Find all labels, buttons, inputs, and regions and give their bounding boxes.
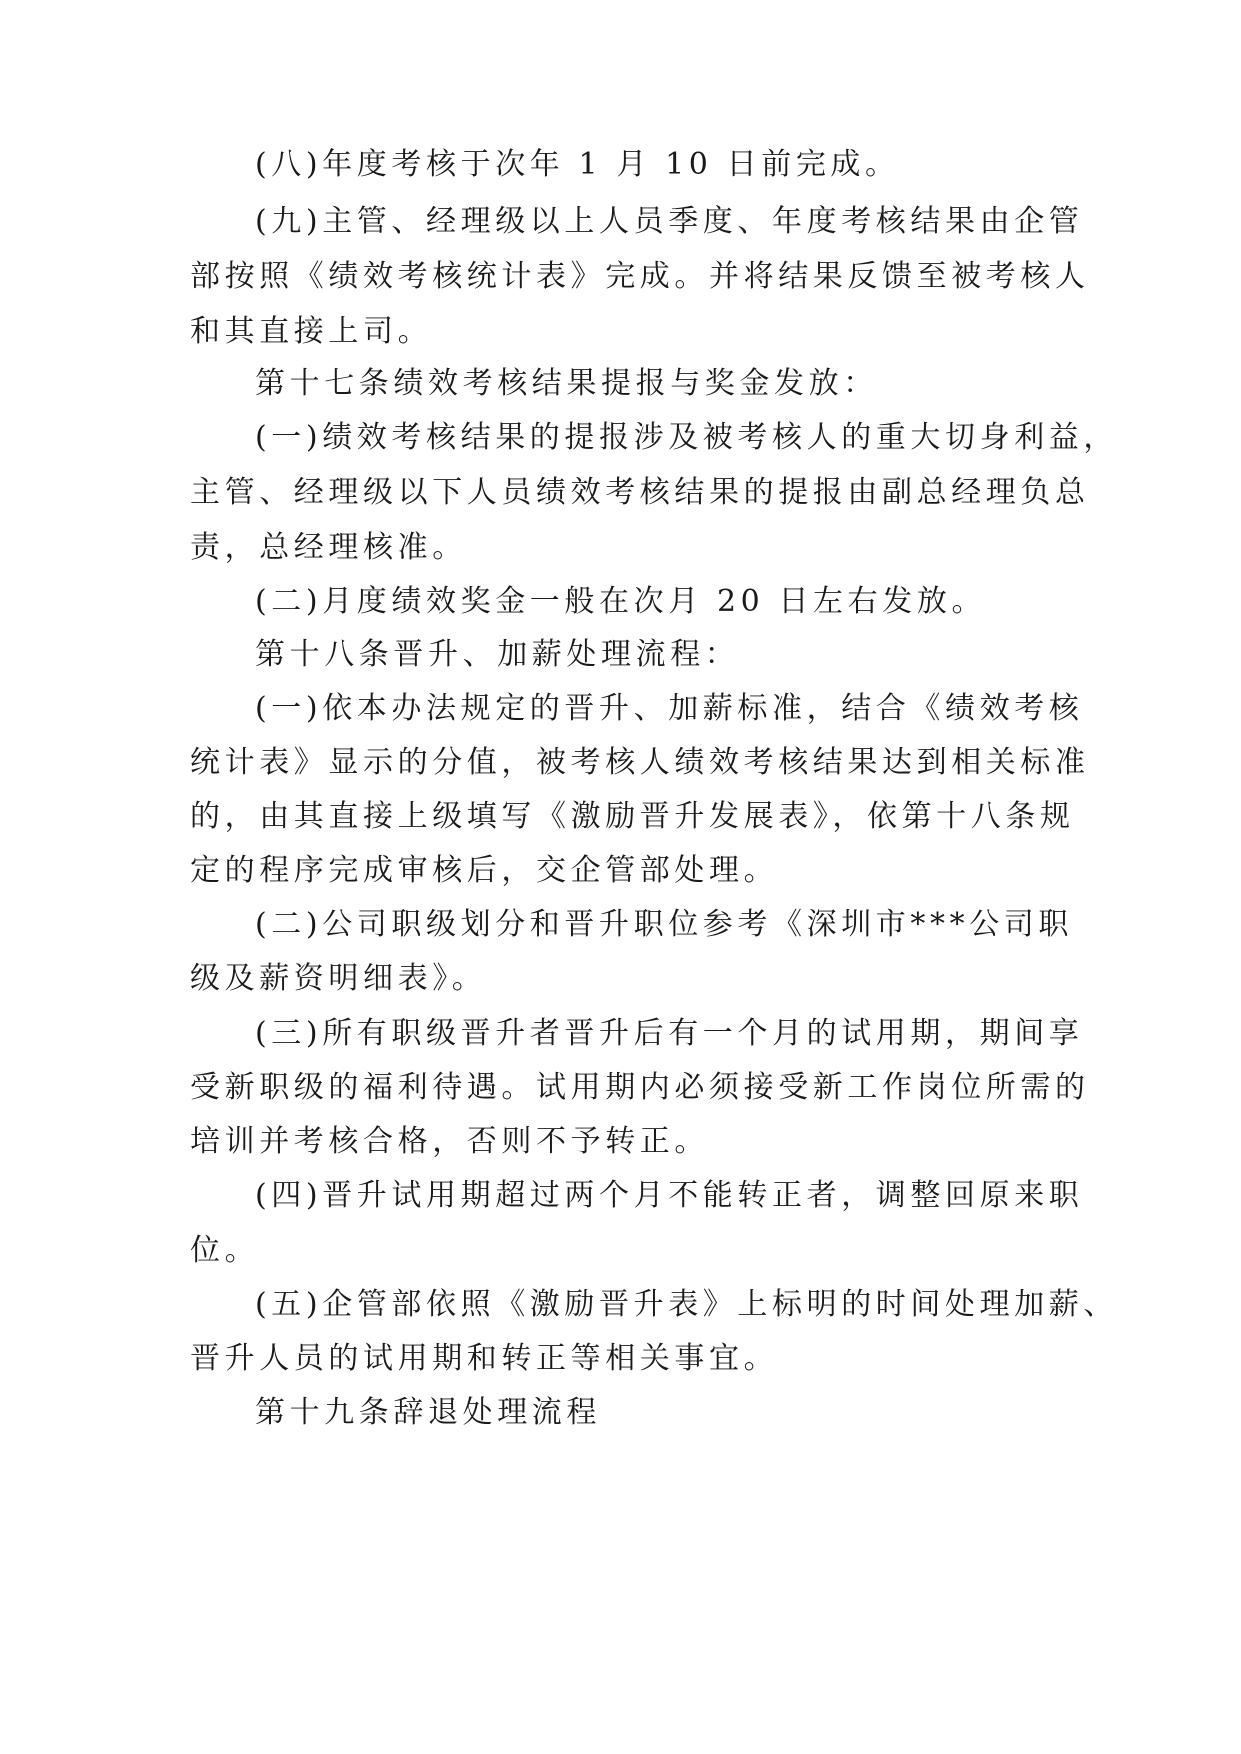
- text-line: 位。: [190, 1233, 260, 1268]
- article-17-heading: 第十七条绩效考核结果提报与奖金发放：: [255, 366, 878, 401]
- text-line-clause-9: (九)主管、经理级以上人员季度、年度考核结果由企管: [255, 204, 1084, 239]
- text-line: 主管、经理级以下人员绩效考核结果的提报由副总经理负总: [190, 475, 1090, 510]
- text-line-clause-2: (二)公司职级划分和晋升职位参考《深圳市***公司职: [255, 907, 1074, 942]
- text-line: 和其直接上司。: [190, 314, 433, 349]
- text-line-clause-5: (五)企管部依照《激励晋升表》上标明的时间处理加薪、: [255, 1287, 1119, 1322]
- text-line: 定的程序完成审核后，交企管部处理。: [190, 853, 779, 888]
- article-19-heading: 第十九条辞退处理流程: [255, 1395, 601, 1430]
- text-line: 级及薪资明细表》。: [190, 961, 487, 996]
- text-line: 的，由其直接上级填写《激励晋升发展表》，依第十八条规: [190, 799, 1075, 834]
- text-line-clause-3: (三)所有职级晋升者晋升后有一个月的试用期，期间享: [255, 1016, 1084, 1051]
- article-18-heading: 第十八条晋升、加薪处理流程：: [255, 637, 740, 672]
- text-line: 部按照《绩效考核统计表》完成。并将结果反馈至被考核人: [190, 259, 1090, 294]
- text-line: 培训并考核合格，否则不予转正。: [190, 1124, 709, 1159]
- text-line-clause-1: (一)绩效考核结果的提报涉及被考核人的重大切身利益，: [255, 420, 1119, 455]
- text-line: 受新职级的福利待遇。试用期内必须接受新工作岗位所需的: [190, 1070, 1090, 1105]
- text-line-clause-2: (二)月度绩效奖金一般在次月 20 日左右发放。: [255, 584, 987, 619]
- text-line-clause-1: (一)依本办法规定的晋升、加薪标准，结合《绩效考核: [255, 691, 1084, 726]
- text-line: 晋升人员的试用期和转正等相关事宜。: [190, 1341, 779, 1376]
- text-line: 责，总经理核准。: [190, 530, 467, 565]
- text-line-clause-8: (八)年度考核于次年 1 月 10 日前完成。: [255, 147, 900, 182]
- text-line: 统计表》显示的分值，被考核人绩效考核结果达到相关标准: [190, 745, 1090, 780]
- text-line-clause-4: (四)晋升试用期超过两个月不能转正者，调整回原来职: [255, 1178, 1084, 1213]
